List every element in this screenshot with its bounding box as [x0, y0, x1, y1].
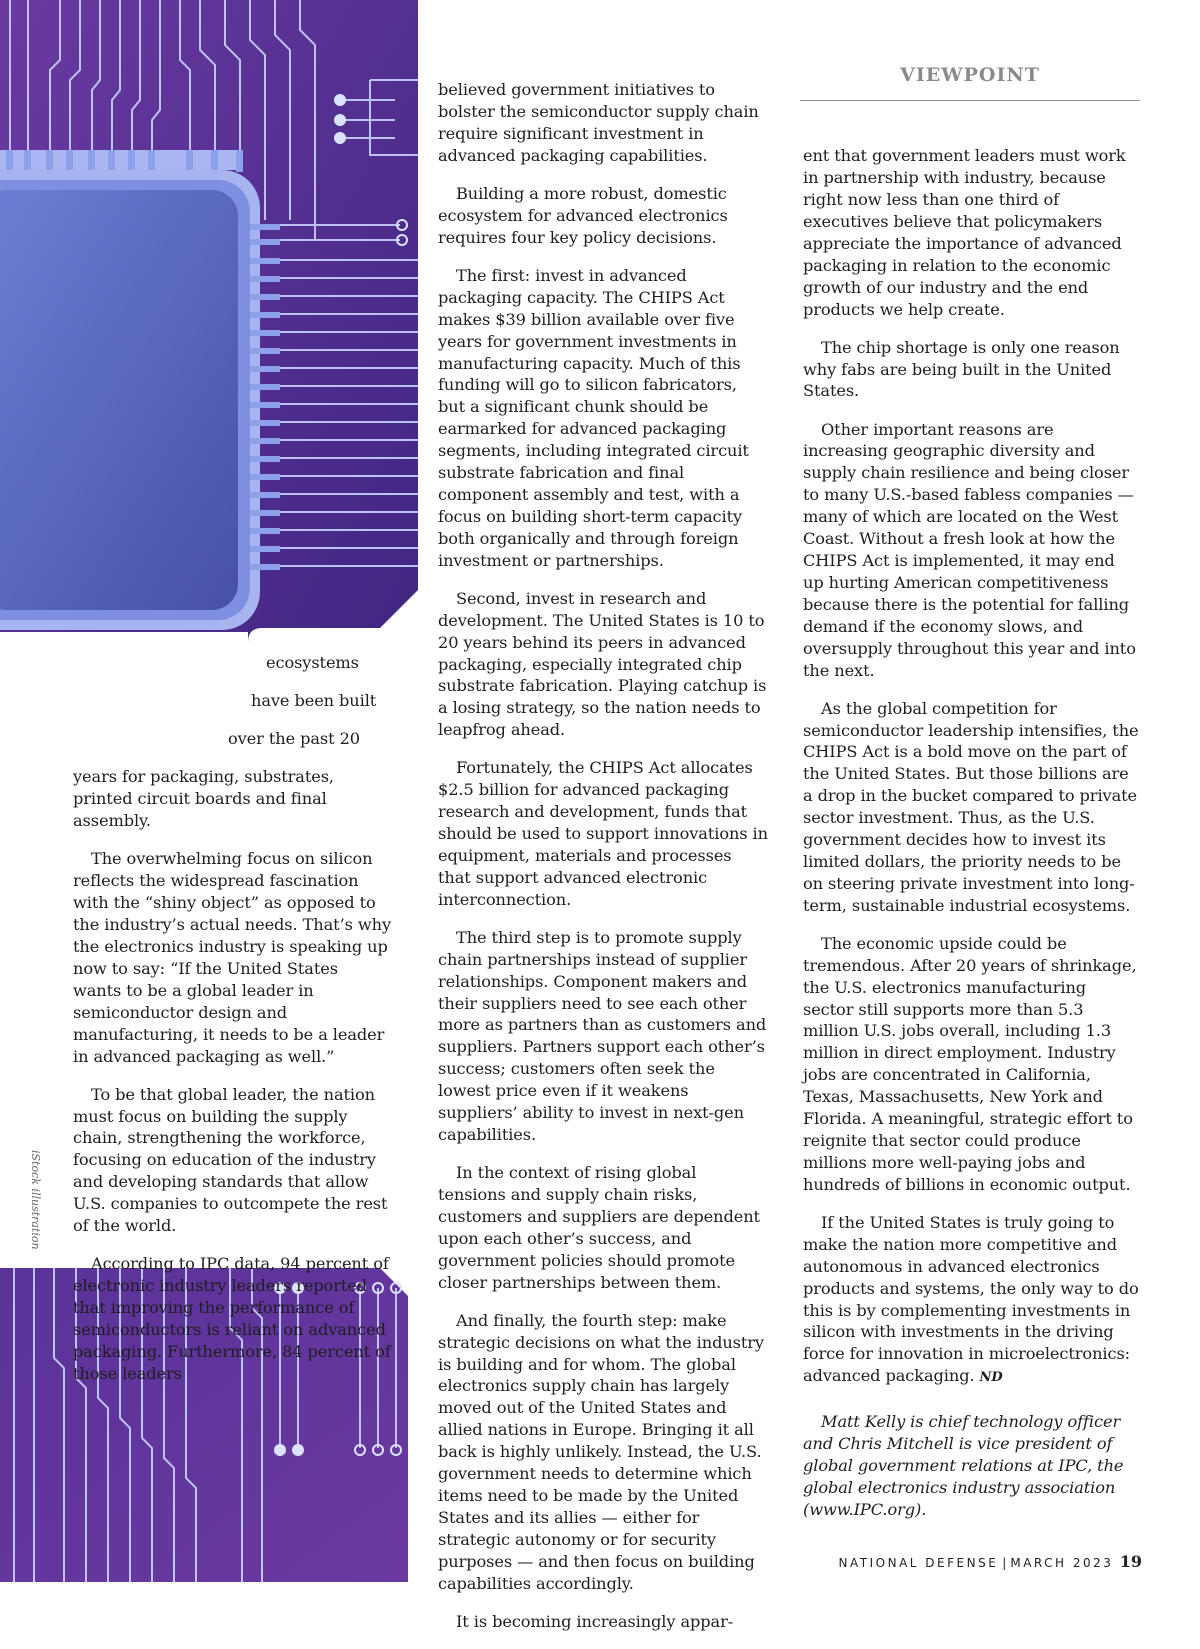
author-bio: Matt Kelly is chief technology officer and Chris Mitchell is vice president of global government relations at IPC, the global electronics industry association (www.IPC.org). — [803, 1412, 1124, 1519]
paragraph: According to IPC data, 94 percent of electronic industry leaders reported that improving the performance of semiconductors is reliant on advanced packaging. Furthermore, 84 percent of those leaders — [73, 1254, 391, 1383]
end-mark: ND — [979, 1370, 1003, 1386]
page-footer — [839, 1552, 1142, 1571]
paragraph: The first: invest in advanced packaging capacity. The CHIPS Act makes $39 billion available over five years for government investments in manufacturing capacity. Much of this funding will go to silicon fabricators, but a significant chunk should be earmarked for advanced packaging segments, including integrated circuit substrate fabrication and final component assembly and test, with a focus on building short-term capacity both organically and through foreign investment or partnerships. — [438, 265, 749, 570]
paragraph: believed government initiatives to bolster the semiconductor supply chain require significant investment in advanced packaging capabilities. — [438, 80, 759, 165]
wrap-line: have been built — [251, 691, 377, 711]
page-number: 19 — [1119, 1552, 1142, 1571]
paragraph: Other important reasons are increasing geographic diversity and supply chain resilience and being closer to many U.S.-based fabless companies — many of which are located on the West Coast. Without a fresh look at how the CHIPS Act is implemented, it may end up hurting American competitiveness because there is the potential for falling demand if the economy slows, and oversupply throughout this year and into the next. — [803, 419, 1136, 680]
paragraph: To be that global leader, the nation must focus on building the supply chain, strengthening the workforce, focusing on education of the industry and developing standards that allow U.S. companies to outcompete the rest of the world. — [73, 1084, 388, 1236]
paragraph: years for packaging, substrates, printed circuit boards and final assembly. — [73, 767, 334, 831]
article-column-3 — [803, 129, 1139, 1537]
paragraph: The third step is to promote supply chain partnerships instead of supplier relationships. Component makers and their suppliers need to see each other more as partners than as customers and suppliers. Partners support each other’s success; customers often seek the lowest price even if it weakens suppliers’ ability to invest in next-gen capabilities. — [438, 927, 767, 1144]
publication-name: NATIONAL DEFENSE — [838, 1556, 999, 1570]
section-header — [800, 60, 1140, 101]
paragraph: As the global competition for semiconductor leadership intensifies, the CHIPS Act is a bold move on the part of the United States. But those billions are a drop in the bucket compared to private sector investment. Thus, as the U.S. government decides how to invest its limited dollars, the priority needs to be on steering private investment into long-term, sustainable industrial ecosystems. — [803, 698, 1139, 915]
issue-date: MARCH 2023 — [1010, 1556, 1114, 1570]
paragraph: It is becoming increasingly appar- — [456, 1611, 734, 1631]
paragraph: The overwhelming focus on silicon reflects the widespread fascination with the “shiny object” as opposed to the industry’s actual needs. That’s why the electronics industry is speaking up now to say: “If the United States wants to be a global leader in semiconductor design and manufacturing, it needs to be a leader in advanced packaging as well.” — [73, 849, 392, 1066]
paragraph: Second, invest in research and development. The United States is 10 to 20 years behind its peers in advanced packaging, especially integrated chip substrate fabrication. Playing catchup is a losing strategy, so the nation needs to leapfrog ahead. — [438, 588, 767, 740]
section-title: VIEWPOINT — [900, 64, 1040, 86]
paragraph: ent that government leaders must work in partnership with industry, because right now less than one third of executives believe that policymakers appreciate the importance of advanced packaging in relation to the economic growth of our industry and the end products we help create. — [803, 146, 1126, 319]
paragraph — [803, 1212, 1139, 1389]
article-column-1 — [73, 636, 391, 1401]
paragraph: And finally, the fourth step: make strategic decisions on what the industry is building and for whom. The global electronics supply chain has largely moved out of the United States and allied nations in Europe. Bringing it all back is highly unlikely. Instead, the U.S. government needs to determine which items need to be made by the United States and its allies — either for strategic autonomy or for security purposes — and then focus on building capabilities accordingly. — [438, 1310, 764, 1593]
photo-credit: iStock illustration — [29, 1150, 42, 1250]
paragraph: The chip shortage is only one reason why fabs are being built in the United States. — [803, 337, 1120, 401]
wrap-line: ecosystems — [266, 653, 359, 673]
paragraph: Building a more robust, domestic ecosystem for advanced electronics requires four key policy decisions. — [438, 184, 728, 247]
wrap-line: over the past 20 — [228, 729, 360, 749]
paragraph-text: If the United States is truly going to make the nation more competitive and autonomous in advanced electronics products and systems, the only way to do this is by complementing investments in silicon with investments in the driving force for innovation in microelectronics: advanced packaging. — [803, 1212, 1139, 1386]
circuit-illustration-top — [0, 0, 418, 708]
paragraph: In the context of rising global tensions and supply chain risks, customers and suppliers are dependent upon each other’s success, and government policies should promote closer partnerships between them. — [438, 1163, 760, 1292]
article-column-2 — [438, 63, 768, 1649]
paragraph: The economic upside could be tremendous. After 20 years of shrinkage, the U.S. electronics manufacturing sector still supports more than 5.3 million U.S. jobs overall, including 1.3 million in direct employment. Industry jobs are concentrated in California, Texas, Massachusetts, New York and Florida. A meaningful, strategic effort to reignite that sector could produce millions more well-paying jobs and hundreds of billions in economic output. — [803, 933, 1137, 1194]
footer-separator: | — [1002, 1556, 1007, 1570]
paragraph: Fortunately, the CHIPS Act allocates $2.5 billion for advanced packaging research and development, funds that should be used to support innovations in equipment, materials and processes that support advanced electronic interconnection. — [438, 758, 768, 909]
